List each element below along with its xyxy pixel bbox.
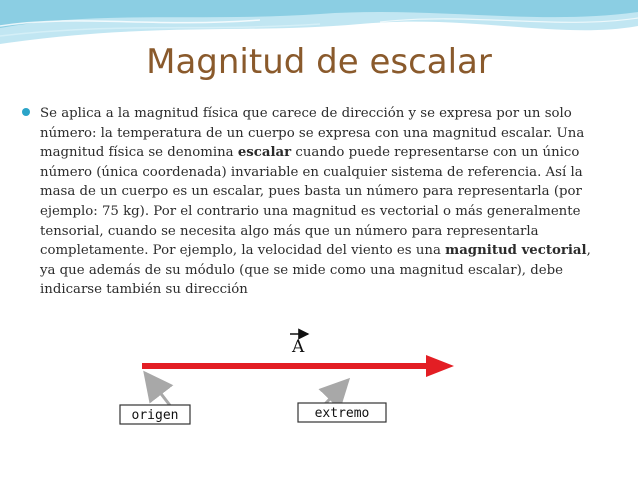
origin-label: origen	[131, 408, 179, 423]
end-label: extremo	[314, 406, 370, 421]
paragraph-text-3: , ya que además de su módulo (que se mide como una magnitud escalar), debe indicarse también su dirección	[40, 243, 591, 298]
body-paragraph	[40, 104, 600, 300]
bullet-dot-icon	[22, 108, 30, 116]
paragraph-text-1: Se aplica a la magnitud física que carece de dirección y se expresa por un solo número: la temperatura de un cuerpo se expresa con una magnitud escalar. Una magnitud física se denomina	[40, 106, 585, 161]
slide-title: Magnitud de escalar	[146, 42, 492, 82]
term-escalar: escalar	[237, 145, 292, 161]
content-block	[40, 104, 600, 300]
paragraph-text-2: cuando puede representarse con un único número (única coordenada) invariable en cualquier sistema de referencia. Así la masa de un cuerpo es un escalar, pues basta un número para representarla (por ejemplo: 75 kg). Por el contrario una magnitud es vectorial o más generalmente tensorial, cuando se necesita algo más que un número para representarla completamente. Por ejemplo, la velocidad del viento es una	[40, 145, 583, 259]
vector-label: A	[292, 337, 305, 357]
vector-diagram	[112, 324, 472, 436]
term-magnitud-vectorial: magnitud vectorial	[445, 243, 587, 259]
